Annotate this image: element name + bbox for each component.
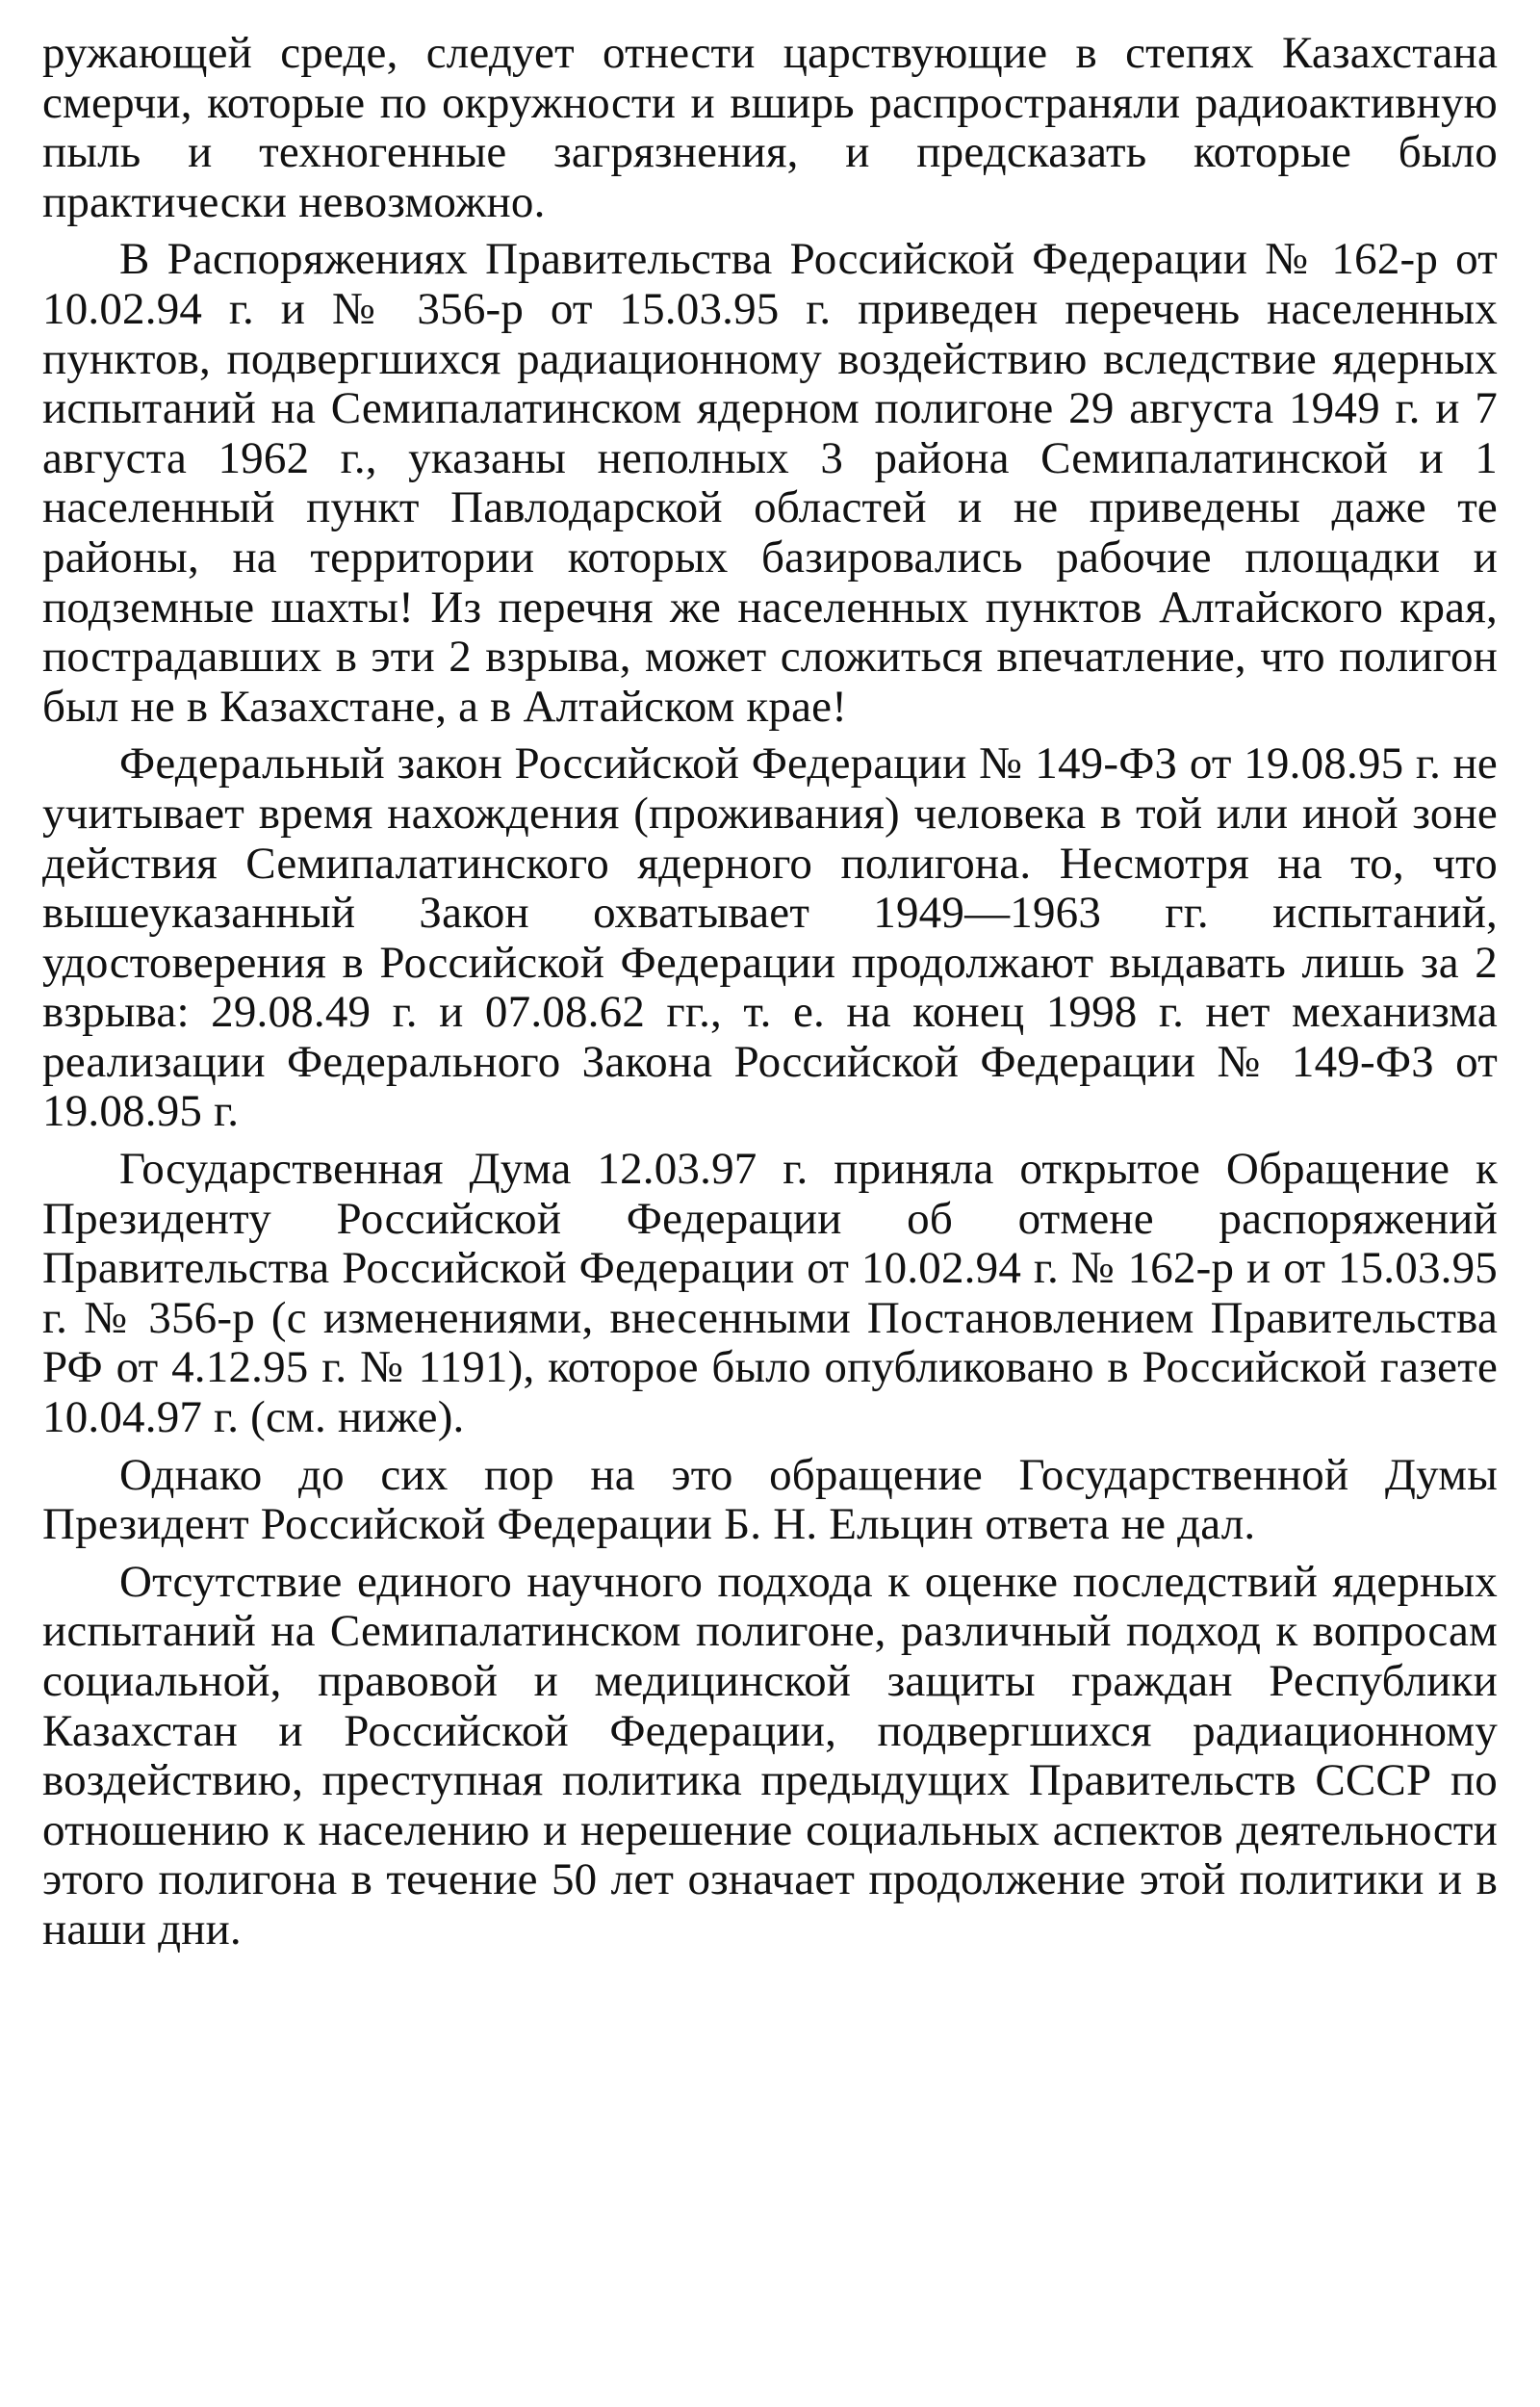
paragraph-state-duma-appeal: Государственная Дума 12.03.97 г. приняла открытое Обращение к Президенту Российской Федерации об отмене распоряжений Правительства Российской Федерации от 10.02.94 г. № 162-р и от 15.03.95 г. № 356-р (с изменениями, внесенными Постановлением Правительства РФ от 4.12.95 г. № 1191), которое было опубликовано в Российской газете 10.04.97 г. (см. ниже). [42,1144,1498,1443]
paragraph-continuation: ружающей среде, следует отнести царствующие в степях Казахстана смерчи, которые по окружности и вширь распространяли радиоактивную пыль и техногенные загрязнения, и предсказать которые было практически невозможно. [42,28,1498,227]
paragraph-federal-law: Федеральный закон Российской Федерации № 149-ФЗ от 19.08.95 г. не учитывает время нахождения (проживания) человека в той или иной зоне действия Семипалатинского ядерного полигона. Несмотря на то, что вышеуказанный Закон охватывает 1949—1963 гг. испытаний, удостоверения в Российской Федерации продолжают выдавать лишь за 2 взрыва: 29.08.49 г. и 07.08.62 гг., т. е. на конец 1998 г. нет механизма реализации Федерального Закона Российской Федерации № 149-ФЗ от 19.08.95 г. [42,738,1498,1137]
paragraph-no-response: Однако до сих пор на это обращение Государственной Думы Президент Российской Федерации Б. Н. Ельцин ответа не дал. [42,1449,1498,1550]
paragraph-conclusion: Отсутствие единого научного подхода к оценке последствий ядерных испытаний на Семипалатинском полигоне, различный подход к вопросам социальной, правовой и медицинской защиты граждан Республики Казахстан и Российской Федерации, подвергшихся радиационному воздействию, преступная политика предыдущих Правительств СССР по отношению к населению и нерешение социальных аспектов деятельности этого полигона в течение 50 лет означает продолжение этой политики и в наши дни. [42,1556,1498,1954]
document-page [42,29,1498,1963]
paragraph-government-orders: В Распоряжениях Правительства Российской Федерации № 162-р от 10.02.94 г. и № 356-р от 15.03.95 г. приведен перечень населенных пунктов, подвергшихся радиационному воздействию вследствие ядерных испытаний на Семипалатинском ядерном полигоне 29 августа 1949 г. и 7 августа 1962 г., указаны неполных 3 района Семипалатинской и 1 населенный пункт Павлодарской областей и не приведены даже те районы, на территории которых базировались рабочие площадки и подземные шахты! Из перечня же населенных пунктов Алтайского края, пострадавших в эти 2 взрыва, может сложиться впечатление, что полигон был не в Казахстане, а в Алтайском крае! [42,234,1498,732]
